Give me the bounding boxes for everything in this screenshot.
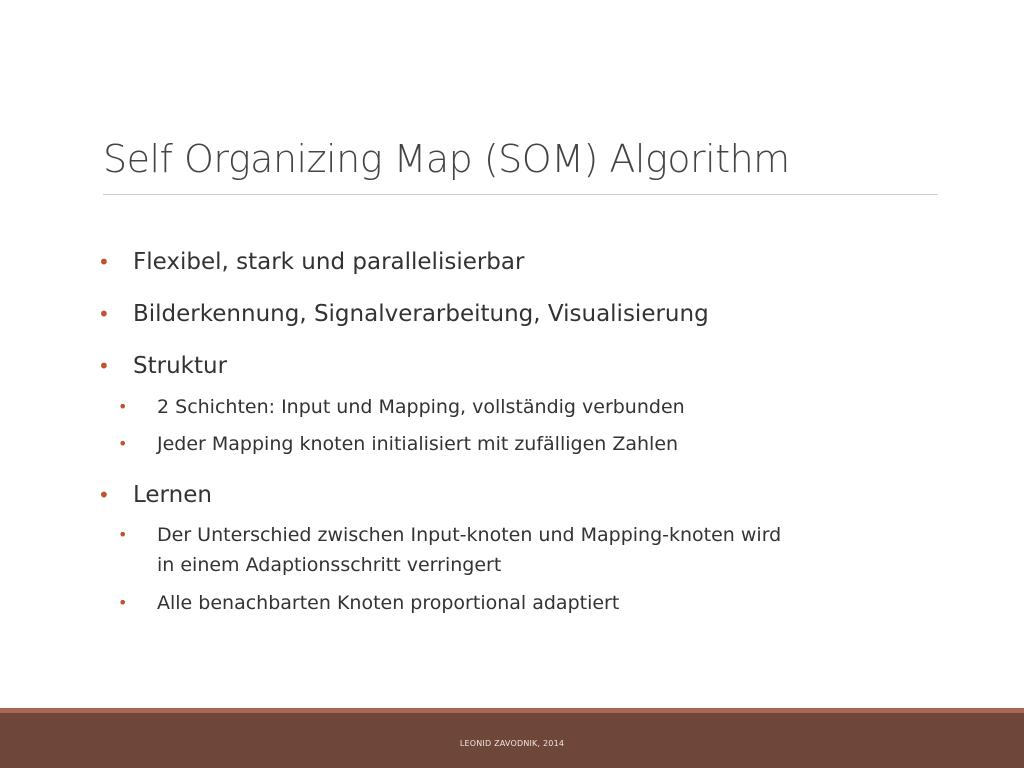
bullet-item	[98, 247, 525, 277]
bullet-text: Struktur	[133, 353, 228, 379]
sub-bullet-continuation	[157, 550, 501, 580]
slide-title: Self Organizing Map (SOM) Algorithm	[103, 137, 790, 181]
bullet-marker: •	[98, 354, 110, 378]
sub-bullet-item	[118, 429, 679, 459]
sub-bullet-item	[118, 588, 620, 618]
sub-bullet-item	[118, 392, 685, 422]
sub-bullet-text: Jeder Mapping knoten initialisiert mit zufälligen Zahlen	[157, 433, 679, 455]
bullet-marker: •	[98, 302, 110, 326]
bullet-marker: •	[118, 434, 128, 453]
bullet-text: Flexibel, stark und parallelisierbar	[133, 249, 525, 275]
sub-bullet-text: 2 Schichten: Input und Mapping, vollständig verbunden	[157, 396, 685, 418]
footer-text: LEONID ZAVODNIK, 2014	[459, 739, 565, 748]
sub-bullet-item	[118, 520, 782, 550]
bullet-marker: •	[118, 593, 128, 612]
sub-bullet-text: Alle benachbarten Knoten proportional adaptiert	[157, 592, 620, 614]
sub-bullet-text-line-1: Der Unterschied zwischen Input-knoten und Mapping-knoten wird	[157, 524, 782, 546]
bullet-text: Lernen	[133, 482, 212, 508]
bullet-item	[98, 299, 709, 329]
bullet-item	[98, 480, 212, 510]
bullet-text: Bilderkennung, Signalverarbeitung, Visualisierung	[133, 301, 709, 327]
bullet-marker: •	[118, 525, 128, 544]
bullet-marker: •	[118, 397, 128, 416]
bullet-item	[98, 351, 228, 381]
bullet-marker: •	[98, 483, 110, 507]
bullet-marker: •	[98, 250, 110, 274]
sub-bullet-text-line-2: in einem Adaptionsschritt verringert	[157, 554, 502, 576]
